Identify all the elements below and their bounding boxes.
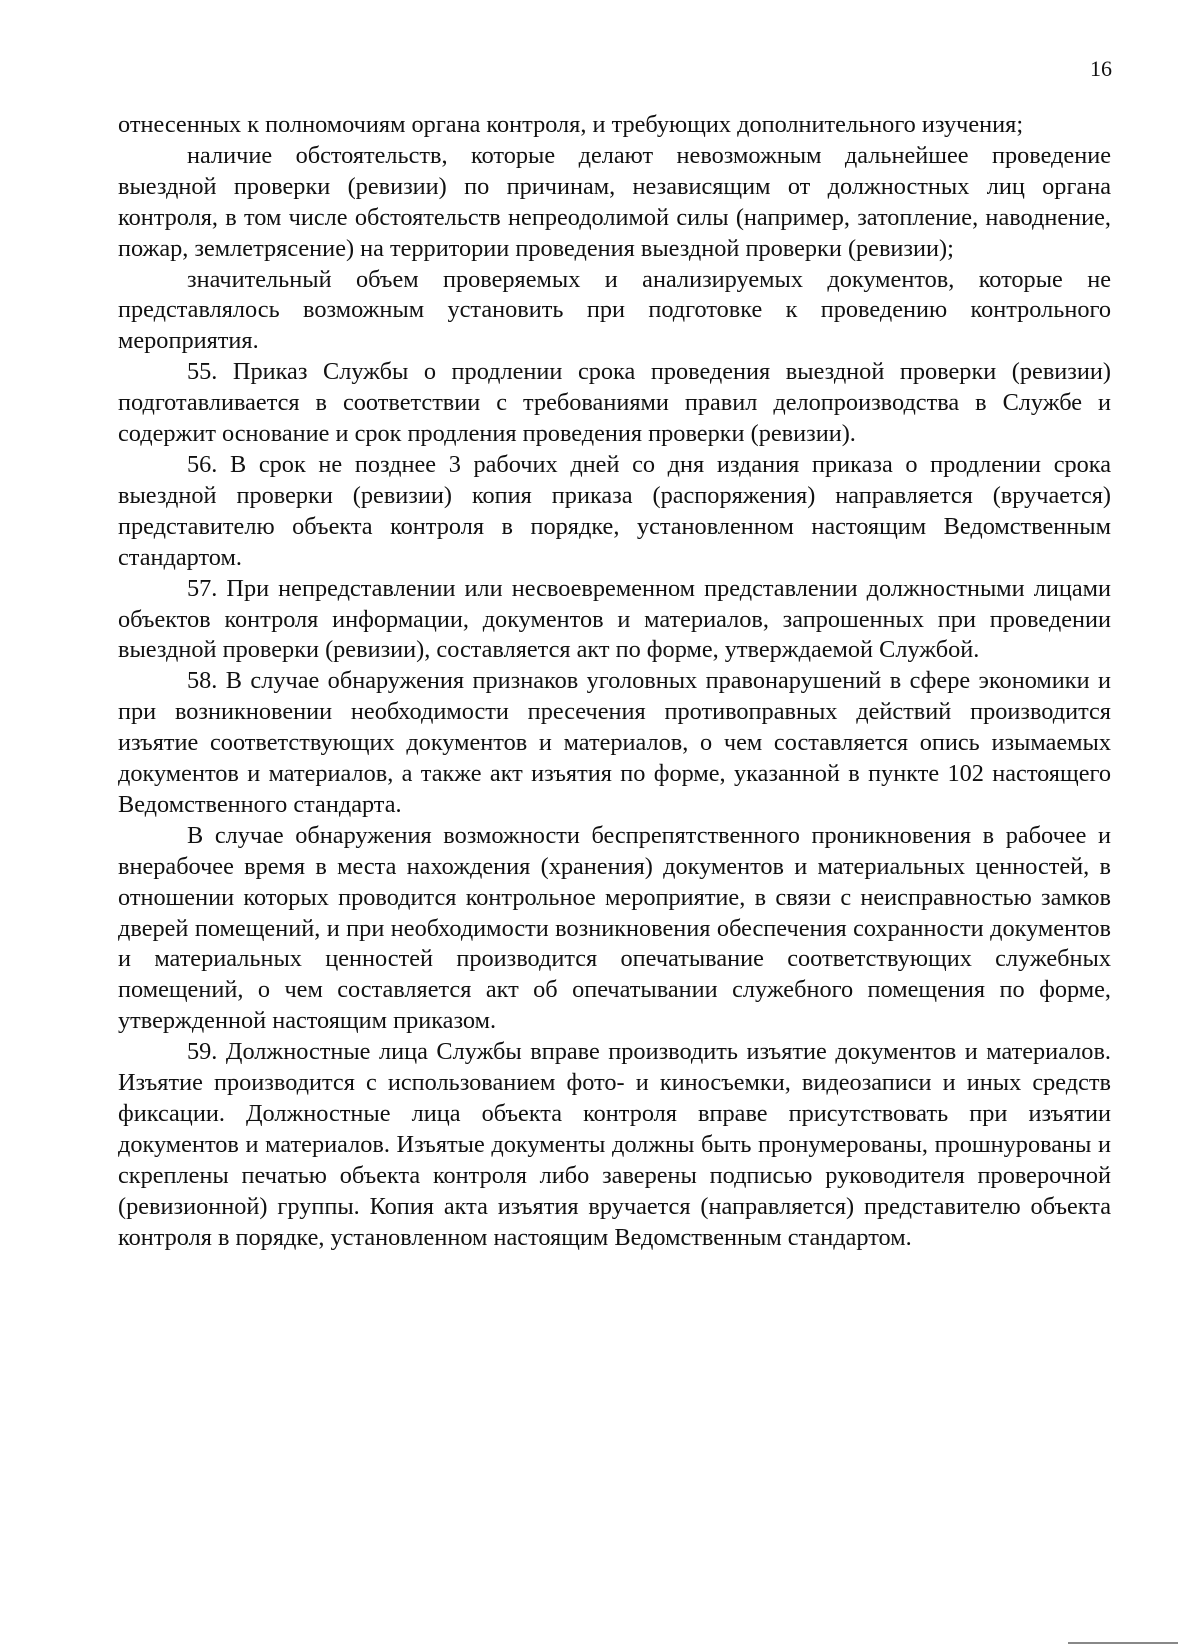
paragraph-circumstances: наличие обстоятельств, которые делают невозможным дальнейшее проведение выездной проверки (ревизии) по причинам, независящим от должностных лиц органа контроля, в том числе обстоятельств непреодолимой силы (например, затопление, наводнение, пожар, землетрясение) на территории проведения выездной проверки (ревизии); [118, 141, 1111, 262]
paragraph-58: 58. В случае обнаружения признаков уголовных правонарушений в сфере экономики и при возникновении необходимости пресечения противоправных действий производится изъятие соответствующих документов и материалов, о чем составляется опись изымаемых документов и материалов, а также акт изъятия по форме, указанной в пункте 102 настоящего Ведомственного стандарта. [118, 667, 1111, 818]
paragraph-59: 59. Должностные лица Службы вправе производить изъятие документов и материалов. Изъятие производится с использованием фото- и киносъемки, видеозаписи и иных средств фиксации. Должностные лица объекта контроля вправе присутствовать при изъятии документов и материалов. Изъятые документы должны быть пронумерованы, прошнурованы и скреплены печатью объекта контроля либо заверены подписью руководителя проверочной (ревизионной) группы. Копия акта изъятия вручается (направляется) представителю объекта контроля в порядке, установленном настоящим Ведомственным стандартом. [118, 1038, 1111, 1251]
scan-edge-mark [1068, 1642, 1178, 1644]
paragraph-document-volume: значительный объем проверяемых и анализируемых документов, которые не представлялось возможным установить при подготовке к проведению контрольного мероприятия. [118, 265, 1111, 355]
document-body [118, 110, 1111, 1254]
paragraph-continuation: отнесенных к полномочиям органа контроля, и требующих дополнительного изучения; [118, 111, 1024, 138]
paragraph-55: 55. Приказ Службы о продлении срока проведения выездной проверки (ревизии) подготавливается в соответствии с требованиями правил делопроизводства в Службе и содержит основание и срок продления проведения проверки (ревизии). [118, 358, 1111, 448]
paragraph-57: 57. При непредставлении или несвоевременном представлении должностными лицами объектов контроля информации, документов и материалов, запрошенных при проведении выездной проверки (ревизии), составляется акт по форме, утверждаемой Службой. [118, 574, 1111, 664]
paragraph-56: 56. В срок не позднее 3 рабочих дней со дня издания приказа о продлении срока выездной проверки (ревизии) копия приказа (распоряжения) направляется (вручается) представителю объекта контроля в порядке, установленном настоящим Ведомственным стандартом. [118, 450, 1111, 571]
paragraph-sealing: В случае обнаружения возможности беспрепятственного проникновения в рабочее и внерабочее время в места нахождения (хранения) документов и материальных ценностей, в отношении которых проводится контрольное мероприятие, в связи с неисправностью замков дверей помещений, и при необходимости возникновения обеспечения сохранности документов и материальных ценностей производится опечатывание соответствующих служебных помещений, о чем составляется акт об опечатывании служебного помещения по форме, утвержденной настоящим приказом. [118, 821, 1111, 1035]
page-number: 16 [1090, 56, 1112, 81]
